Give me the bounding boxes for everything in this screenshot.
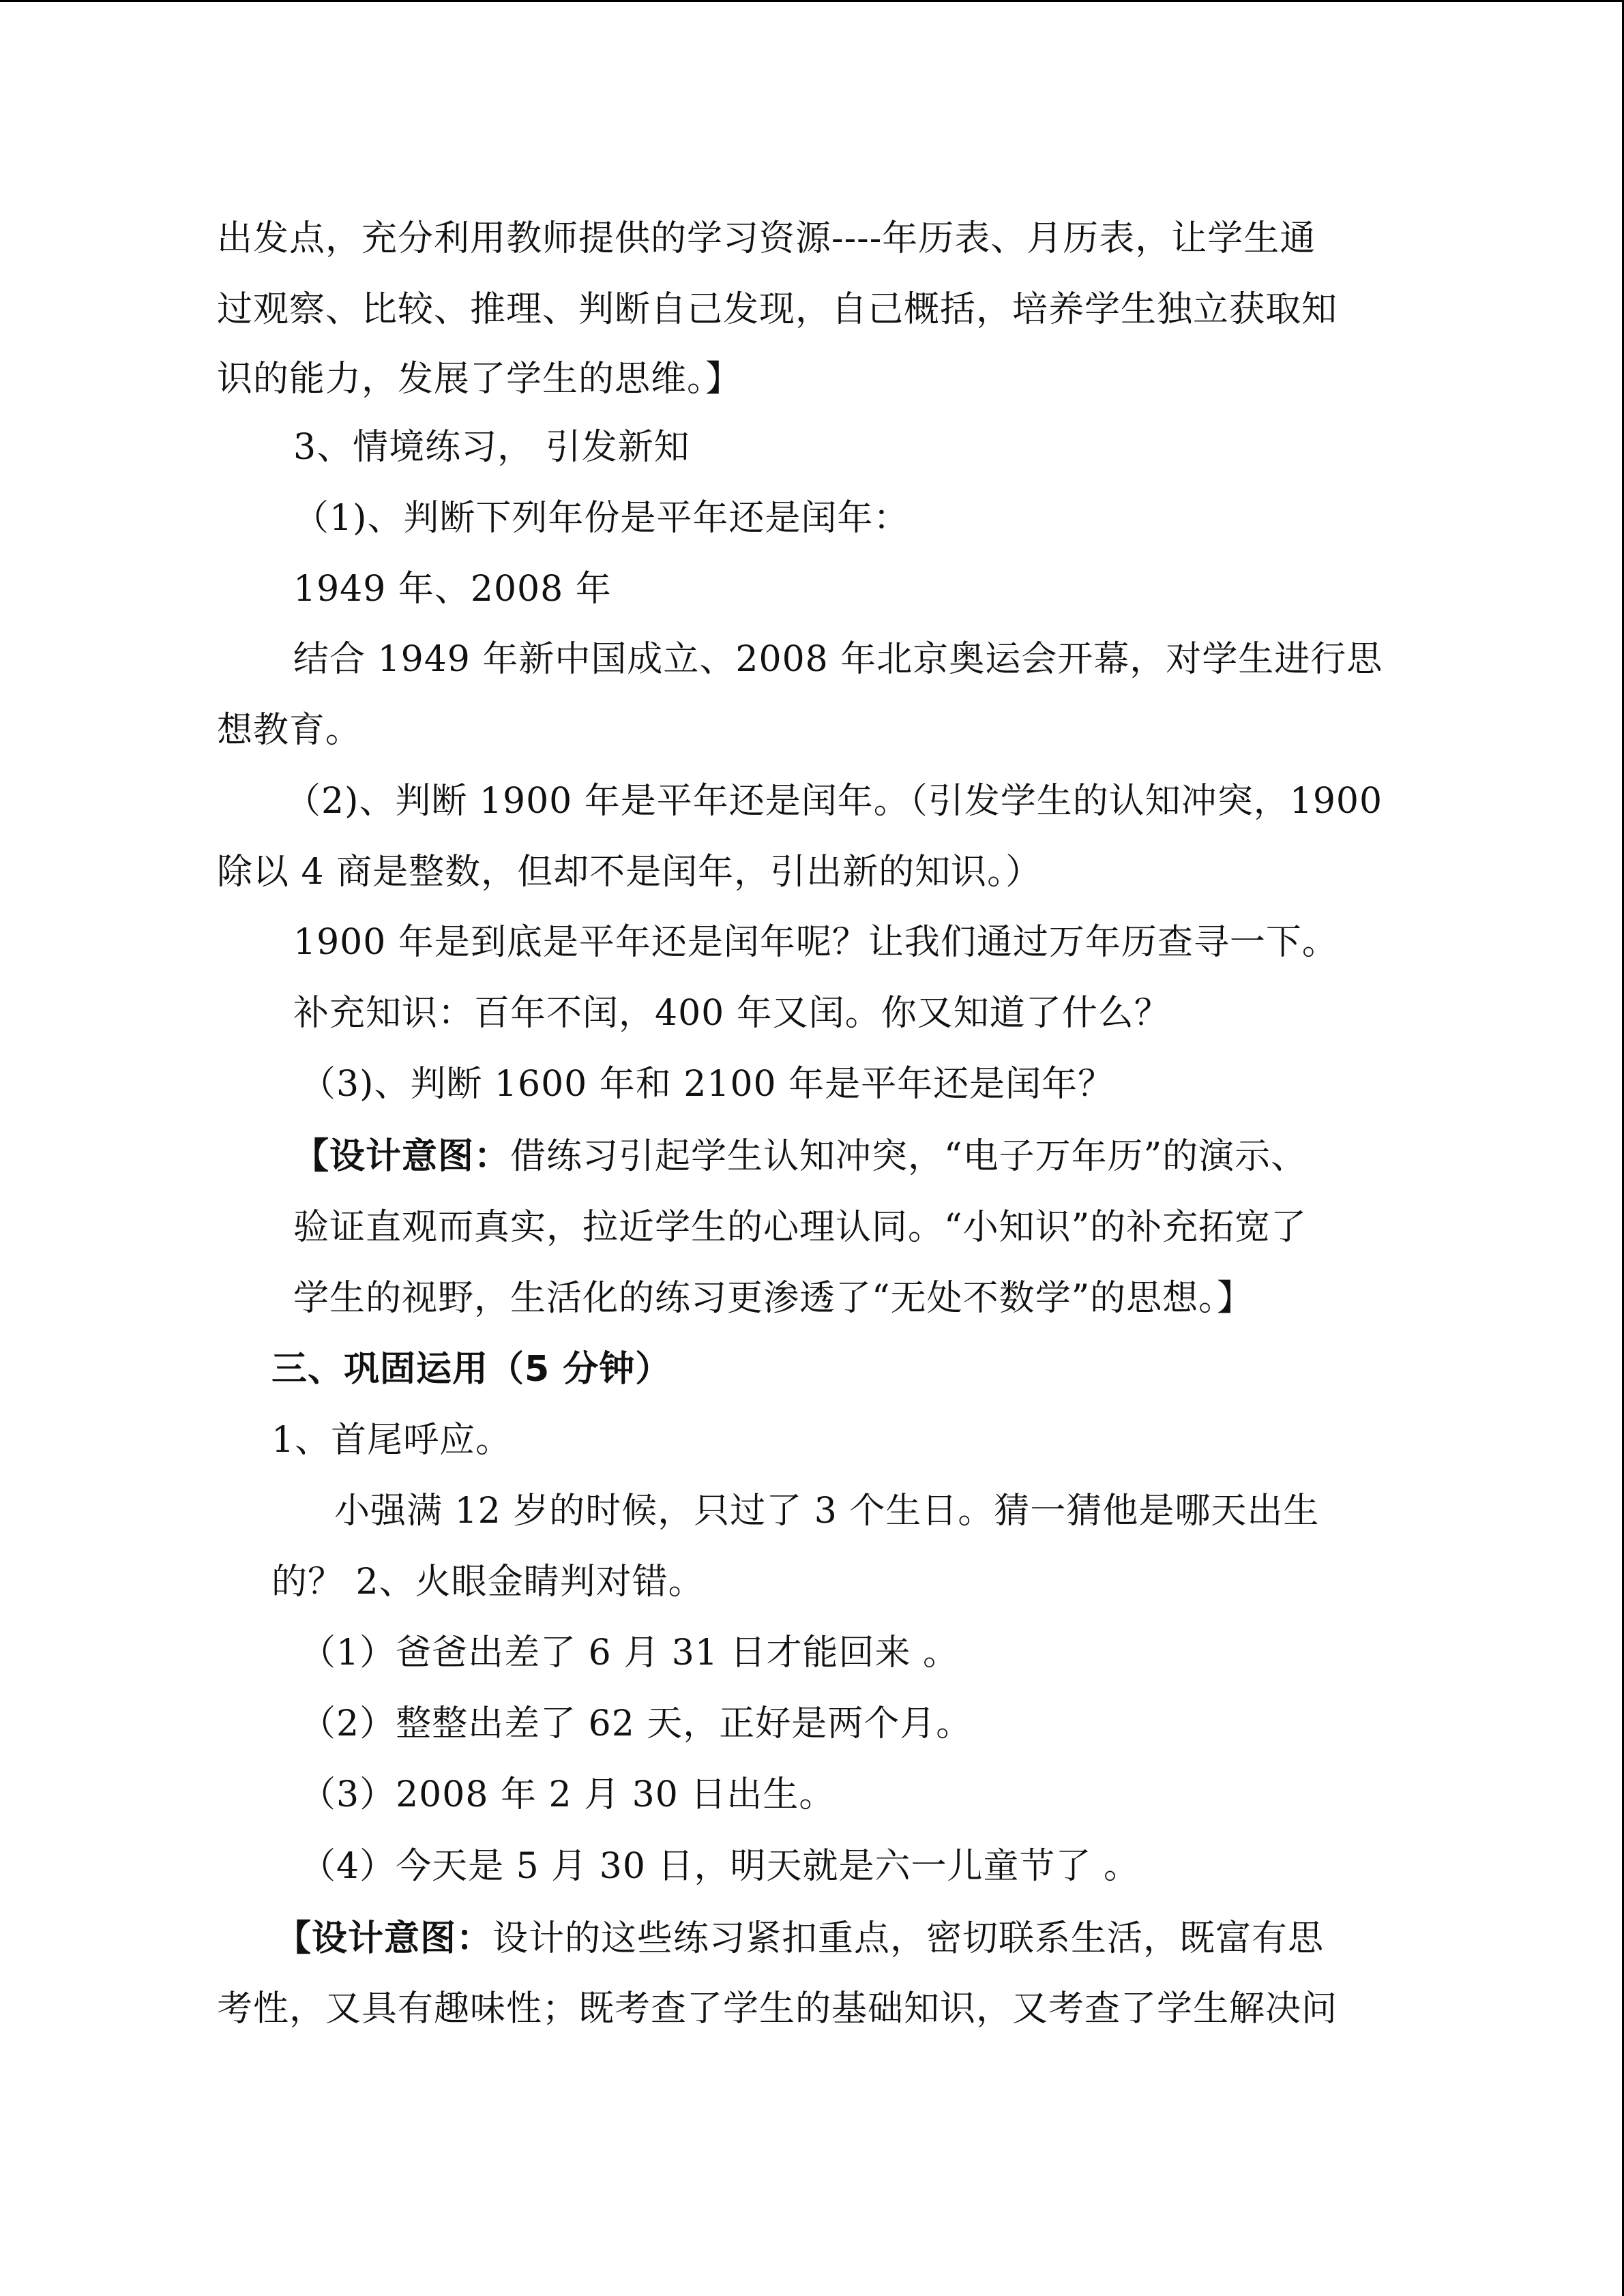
design-intent-label: 【设计意图：: [293, 1136, 511, 1177]
text-line: （3）2008 年 2 月 30 日出生。: [300, 1774, 836, 1815]
text-line: 过观察、比较、推理、判断自己发现，自己概括，培养学生独立获取知: [217, 289, 1338, 330]
text-line: （3)、判断 1600 年和 2100 年是平年还是闰年？: [300, 1064, 1114, 1105]
text-line: （4）今天是 5 月 30 日，明天就是六一儿童节了 。: [300, 1846, 1140, 1887]
text-line: 的？ 2、火眼金睛判对错。: [271, 1562, 705, 1602]
text-line: 出发点，充分利用教师提供的学习资源----年历表、月历表，让学生通: [217, 218, 1316, 259]
text-line: 想教育。: [217, 710, 362, 751]
step-heading: 3、情境练习， 引发新知: [293, 427, 690, 468]
text-line: 识的能力，发展了学生的思维。】: [217, 359, 742, 400]
design-intent-text: 设计的这些练习紧扣重点，密切联系生活，既富有思: [492, 1918, 1325, 1959]
text-line: 1、首尾呼应。: [271, 1420, 512, 1461]
text-line: 结合 1949 年新中国成立、2008 年北京奥运会开幕，对学生进行思: [293, 639, 1383, 680]
design-intent-label: 【设计意图：: [276, 1918, 493, 1959]
text-line: 验证直观而真实，拉近学生的心理认同。“小知识”的补充拓宽了: [293, 1207, 1308, 1248]
text-line: （2)、判断 1900 年是平年还是闰年。（引发学生的认知冲突，1900: [285, 781, 1383, 822]
section-heading: 三、巩固运用（5 分钟）: [271, 1349, 672, 1390]
text-line: 学生的视野，生活化的练习更渗透了“无处不数学”的思想。】: [293, 1278, 1254, 1319]
text-line: （1）爸爸出差了 6 月 31 日才能回来 。: [300, 1632, 959, 1673]
text-line: 小强满 12 岁的时候，只过了 3 个生日。猜一猜他是哪天出生: [334, 1491, 1320, 1532]
text-line: 考性，又具有趣味性；既考查了学生的基础知识，又考查了学生解决问: [217, 1988, 1338, 2029]
page-top-border: [0, 0, 1624, 2]
text-line: 补充知识：百年不闰，400 年又闰。你又知道了什么？: [293, 993, 1170, 1034]
text-line: 除以 4 商是整数，但却不是闰年，引出新的知识。）: [217, 852, 1042, 893]
text-line: （2）整整出差了 62 天，正好是两个月。: [300, 1703, 973, 1744]
text-line: （1)、判断下列年份是平年还是闰年：: [293, 498, 910, 539]
text-line: 1900 年是到底是平年还是闰年呢？让我们通过万年历查寻一下。: [293, 922, 1338, 963]
text-line: 1949 年、2008 年: [293, 569, 612, 610]
design-intent-text: 借练习引起学生认知冲突，“电子万年历”的演示、: [510, 1136, 1308, 1177]
design-intent-1: [293, 1135, 1307, 1178]
design-intent-2: [276, 1917, 1324, 1960]
